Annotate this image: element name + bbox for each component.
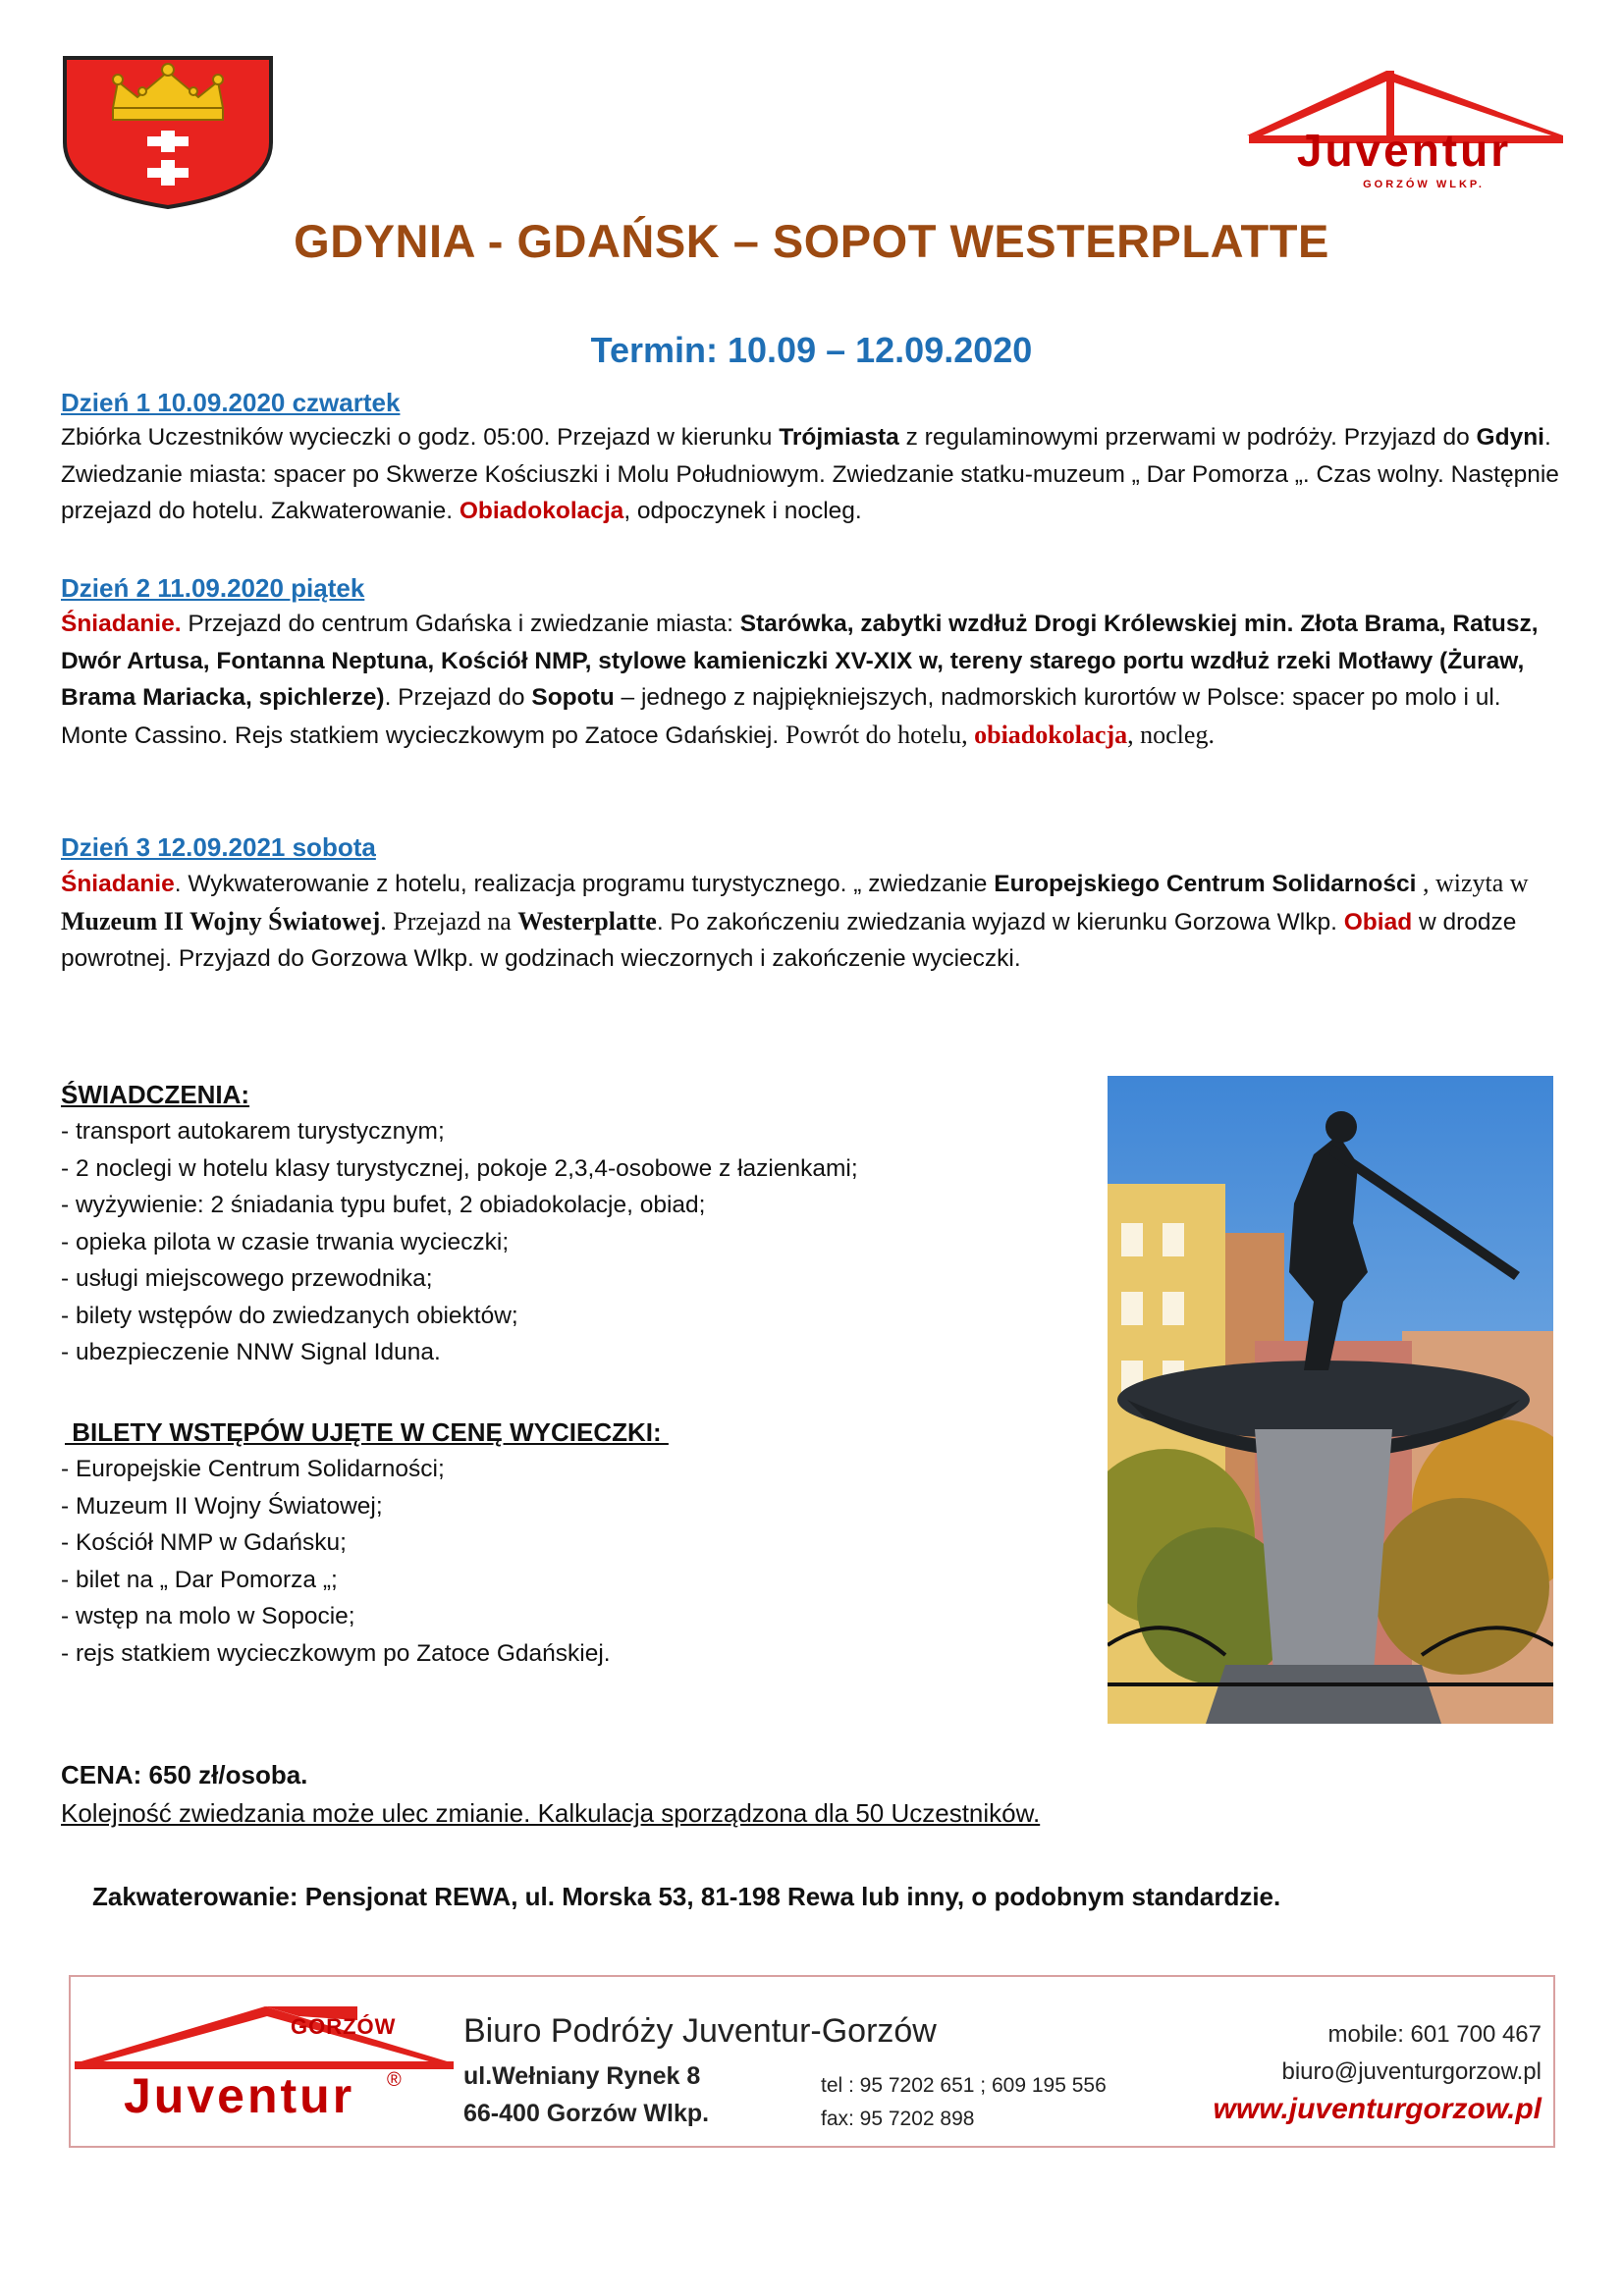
footer-city: 66-400 Gorzów Wlkp.: [463, 2100, 710, 2127]
list-item: - wstęp na molo w Sopocie;: [61, 1603, 355, 1629]
day3-heading: Dzień 3 12.09.2021 sobota: [61, 832, 376, 862]
list-item: - rejs statkiem wycieczkowym po Zatoce Gdańskiej.: [61, 1639, 611, 1667]
services-heading: ŚWIADCZENIA:: [61, 1080, 250, 1109]
trip-dates: Termin: 10.09 – 12.09.2020: [590, 330, 1033, 370]
footer-fax: fax: 95 7202 898: [821, 2108, 975, 2130]
footer-logo-text: Juventur: [124, 2068, 355, 2123]
footer-logo-roof: [73, 2002, 456, 2071]
list-item: - usługi miejscowego przewodnika;: [61, 1265, 433, 1292]
tickets-heading: BILETY WSTĘPÓW UJĘTE W CENĘ WYCIECZKI:: [65, 1417, 669, 1447]
list-item: - ubezpieczenie NNW Signal Iduna.: [61, 1339, 441, 1365]
accommodation-info: Zakwaterowanie: Pensjonat REWA, ul. Morska 53, 81-198 Rewa lub inny, o podobnym standardzie.: [92, 1882, 1281, 1911]
price: CENA: 650 zł/osoba.: [61, 1760, 308, 1789]
neptune-fountain-photo: [1108, 1076, 1553, 1724]
footer-phone: tel : 95 7202 651 ; 609 195 556: [821, 2074, 1107, 2097]
list-item: - Muzeum II Wojny Światowej;: [61, 1492, 383, 1520]
footer-email-link[interactable]: biuro@juventurgorzow.pl: [1281, 2058, 1542, 2085]
tickets-list: [61, 1451, 1082, 1672]
footer-logo-top: GORZÓW: [291, 2014, 397, 2039]
list-item: - opieka pilota w czasie trwania wycieczki;: [61, 1228, 510, 1255]
footer-street: ul.Wełniany Rynek 8: [463, 2062, 701, 2090]
list-item: - wyżywienie: 2 śniadania typu bufet, 2 obiadokolacje, obiad;: [61, 1192, 706, 1218]
juventur-logo-text: Juventur: [1296, 125, 1512, 176]
day2-heading: Dzień 2 11.09.2020 piątek: [61, 573, 365, 603]
list-item: - Kościół NMP w Gdańsku;: [61, 1529, 347, 1556]
list-item: - transport autokarem turystycznym;: [61, 1118, 445, 1145]
list-item: - Europejskie Centrum Solidarności;: [61, 1456, 445, 1482]
day2-description: Śniadanie. Przejazd do centrum Gdańska i zwiedzanie miasta: Starówka, zabytki wzdłuż Drogi Królewskiej min. Złota Brama, Ratusz, Dwór Artusa, Fontanna Neptuna, Kościół NMP, stylowe kamieniczki XV-XIX w, tereny starego portu wzdłuż rzeki Motławy (Żuraw, Brama Mariacka, spichlerze). Przejazd do Sopotu – jednego z najpiękniejszych, nadmorskich kurortów w Polsce: spacer po molo i ul. Monte Cassino. Rejs statkiem wycieczkowym po Zatoce Gdańskiej. Powrót do hotelu, obiadokolacja, nocleg.: [61, 611, 1539, 749]
list-item: - 2 noclegi w hotelu klasy turystycznej, pokoje 2,3,4-osobowe z łazienkami;: [61, 1154, 858, 1182]
list-item: - bilety wstępów do zwiedzanych obiektów;: [61, 1302, 518, 1329]
list-item: - bilet na „ Dar Pomorza „;: [61, 1566, 338, 1593]
services-list: [61, 1113, 1082, 1371]
itinerary-note: Kolejność zwiedzania może ulec zmianie. Kalkulacja sporządzona dla 50 Uczestników.: [61, 1798, 1041, 1828]
footer-mobile: mobile: 601 700 467: [1327, 2021, 1542, 2048]
footer-logo-reg: ®: [387, 2069, 402, 2091]
page-title: GDYNIA - GDAŃSK – SOPOT WESTERPLATTE: [294, 215, 1329, 267]
day1-description: Zbiórka Uczestników wycieczki o godz. 05:00. Przejazd w kierunku Trójmiasta z regulaminowymi przerwami w podróży. Przyjazd do Gdyni. Zwiedzanie miasta: spacer po Skwerze Kościuszki i Molu Południowym. Zwiedzanie statku-muzeum „ Dar Pomorza „. Czas wolny. Następnie przejazd do hotelu. Zakwaterowanie. Obiadokolacja, odpoczynek i nocleg.: [61, 424, 1559, 524]
day3-description: Śniadanie. Wykwaterowanie z hotelu, realizacja programu turystycznego. „ zwiedzanie Europejskiego Centrum Solidarności , wizyta w Muzeum II Wojny Światowej. Przejazd na Westerplatte. Po zakończeniu zwiedzania wyjazd w kierunku Gorzowa Wlkp. Obiad w drodze powrotnej. Przyjazd do Gorzowa Wlkp. w godzinach wieczornych i zakończenie wycieczki.: [61, 869, 1529, 972]
footer-website-link[interactable]: www.juventurgorzow.pl: [1213, 2093, 1542, 2125]
day1-heading: Dzień 1 10.09.2020 czwartek: [61, 388, 401, 417]
gdansk-coat-of-arms-logo: [59, 54, 277, 211]
juventur-logo-subtext: GORZÓW WLKP.: [1363, 179, 1485, 190]
footer-company-name: Biuro Podróży Juventur-Gorzów: [463, 2012, 937, 2050]
